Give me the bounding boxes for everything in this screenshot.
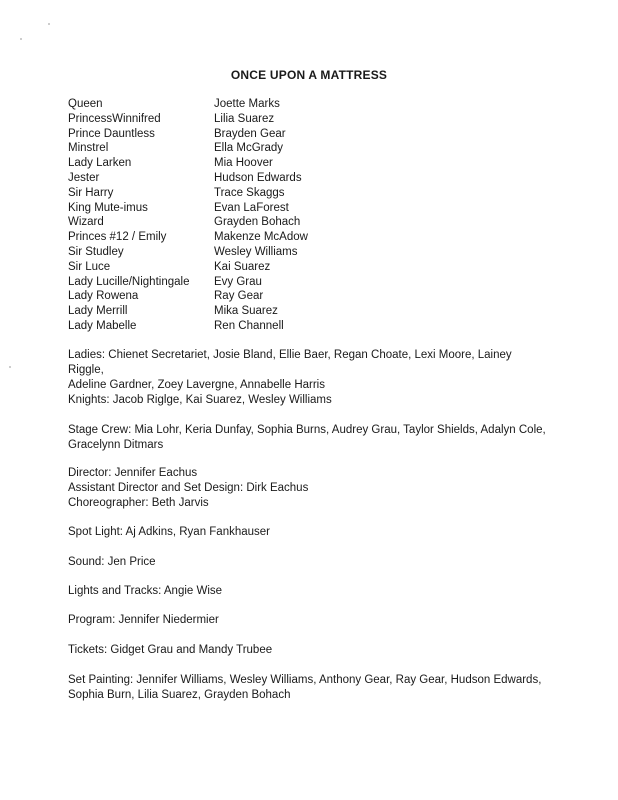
spot-light-line: Spot Light: Aj Adkins, Ryan Fankhauser [68,526,271,538]
cast-actor: Mika Suarez [214,305,278,318]
cast-actor: Evy Grau [214,275,262,288]
cast-actor: Lilia Suarez [214,112,275,125]
cast-role: Sir Studley [68,245,124,258]
ladies-paragraph [68,348,548,394]
cast-row [68,141,528,156]
cast-role: Lady Merrill [68,305,128,318]
tickets-paragraph [68,643,548,658]
cast-row [68,156,528,171]
cast-role: Lady Rowena [68,290,139,303]
set-painting-line: Sophia Burn, Lilia Suarez, Grayden Bohach [68,689,291,702]
cast-actor: Ray Gear [214,290,264,303]
cast-row [68,112,528,127]
cast-role: Sir Luce [68,260,111,273]
cast-list [68,97,528,334]
cast-actor: Ella McGrady [214,142,284,155]
stage-crew-paragraph [68,423,548,453]
stage-crew-line: Stage Crew: Mia Lohr, Keria Dunfay, Sophia Burns, Audrey Grau, Taylor Shields, Adalyn Cole, [68,424,546,436]
cast-actor: Brayden Gear [214,127,286,140]
cast-role: Lady Mabelle [68,319,137,332]
cast-actor: Joette Marks [214,98,280,110]
cast-row [68,97,528,112]
sound-paragraph [68,555,548,570]
scan-speck [48,23,50,25]
choreographer-line: Choreographer: Beth Jarvis [68,497,209,510]
set-painting-paragraph [68,673,548,703]
cast-row [68,245,528,260]
scan-speck [20,38,22,40]
cast-role: Lady Larken [68,157,132,170]
sound-line: Sound: Jen Price [68,556,156,568]
lights-tracks-line: Lights and Tracks: Angie Wise [68,585,223,597]
cast-row [68,171,528,186]
cast-row [68,289,528,304]
cast-row [68,260,528,275]
cast-actor: Trace Skaggs [214,186,285,199]
cast-row [68,215,528,230]
cast-row [68,127,528,142]
document-title: ONCE UPON A MATTRESS [230,68,388,82]
cast-role: Jester [68,171,100,184]
cast-row [68,201,528,216]
cast-actor: Kai Suarez [214,260,271,273]
tickets-line: Tickets: Gidget Grau and Mandy Trubee [68,644,273,656]
cast-role: PrincessWinnifred [68,112,161,125]
assistant-director-line: Assistant Director and Set Design: Dirk Eachus [68,482,309,495]
cast-role: Lady Lucille/Nightingale [68,275,190,288]
direction-paragraph [68,466,548,512]
cast-role: Wizard [68,216,104,229]
program-line: Program: Jennifer Niedermier [68,614,219,626]
cast-role: Prince Dauntless [68,127,155,140]
cast-role: King Mute-imus [68,201,148,214]
cast-actor: Makenze McAdow [214,231,308,244]
cast-row [68,304,528,319]
cast-role: Princes #12 / Emily [68,231,167,244]
stage-crew-line: Gracelynn Ditmars [68,439,164,452]
cast-row [68,319,528,334]
cast-actor: Evan LaForest [214,201,289,214]
cast-row [68,275,528,290]
lights-tracks-paragraph [68,584,548,599]
knights-paragraph [68,393,548,408]
set-painting-line: Set Painting: Jennifer Williams, Wesley Williams, Anthony Gear, Ray Gear, Hudson Edwards, [68,674,542,686]
cast-role: Queen [68,98,103,110]
cast-row [68,230,528,245]
cast-actor: Mia Hoover [214,157,273,170]
director-line: Director: Jennifer Eachus [68,467,198,479]
scan-speck [9,366,11,368]
cast-actor: Grayden Bohach [214,216,301,229]
ladies-line: Adeline Gardner, Zoey Lavergne, Annabelle Harris [68,379,325,392]
cast-actor: Wesley Williams [214,245,298,258]
cast-role: Sir Harry [68,186,114,199]
cast-role: Minstrel [68,142,109,155]
cast-row [68,186,528,201]
spot-light-paragraph [68,525,548,540]
cast-actor: Hudson Edwards [214,171,302,184]
cast-actor: Ren Channell [214,319,284,332]
ladies-line: Ladies: Chienet Secretariet, Josie Bland, Ellie Baer, Regan Choate, Lexi Moore, Lainey Riggle, [68,349,512,377]
knights-line: Knights: Jacob Riglge, Kai Suarez, Wesley Williams [68,394,332,406]
program-paragraph [68,613,548,628]
